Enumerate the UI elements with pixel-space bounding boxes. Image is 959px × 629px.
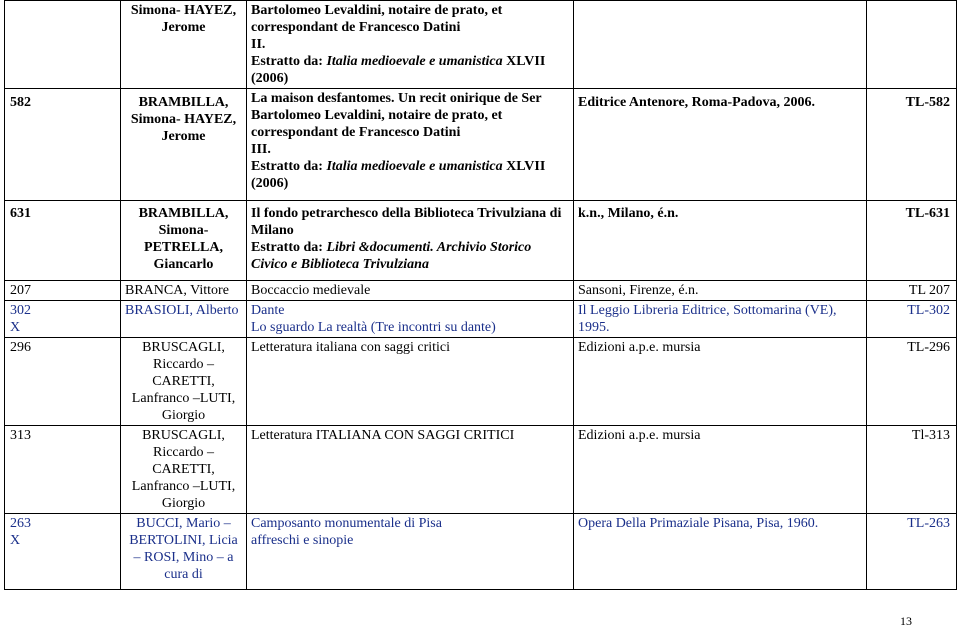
entry-code: TL-263 xyxy=(867,514,957,590)
table-row xyxy=(5,281,957,301)
entry-author: BUCCI, Mario – BERTOLINI, Licia – ROSI, Mino – a cura di xyxy=(121,514,247,590)
entry-code: TL 207 xyxy=(867,281,957,301)
entry-number: 302 X xyxy=(5,301,121,338)
extract-journal: Libri &documenti. Archivio Storico Civico e Biblioteca Trivulziana xyxy=(251,240,532,272)
extract-journal: Italia medioevale e umanistica xyxy=(326,159,503,174)
table-row xyxy=(5,301,957,338)
extract-prefix: Estratto da: xyxy=(251,54,327,69)
entry-code: TL-631 xyxy=(867,201,957,281)
entry-title-cell xyxy=(247,201,574,281)
entry-author: BRAMBILLA, Simona- HAYEZ, Jerome xyxy=(121,89,247,201)
entry-title: Letteratura ITALIANA CON SAGGI CRITICI xyxy=(247,426,574,514)
entry-publisher: Il Leggio Libreria Editrice, Sottomarina (VE), 1995. xyxy=(574,301,867,338)
entry-title-cell xyxy=(247,89,574,201)
entry-title: Bartolomeo Levaldini, notaire de prato, et correspondant de Francesco Datini II. xyxy=(251,3,503,52)
entry-code xyxy=(867,1,957,89)
entry-title: Boccaccio medievale xyxy=(247,281,574,301)
entry-title: Il fondo petrarchesco della Biblioteca Trivulziana di Milano xyxy=(251,206,562,238)
entry-title: Camposanto monumentale di Pisa affreschi e sinopie xyxy=(247,514,574,590)
extract-journal: Italia medioevale e umanistica xyxy=(326,54,503,69)
entry-title-cell xyxy=(247,1,574,89)
entry-number: 582 xyxy=(5,89,121,201)
entry-code: TL-302 xyxy=(867,301,957,338)
entry-number: 631 xyxy=(5,201,121,281)
entry-publisher: Sansoni, Firenze, é.n. xyxy=(574,281,867,301)
entry-publisher: Edizioni a.p.e. mursia xyxy=(574,338,867,426)
entry-author: BRAMBILLA, Simona- PETRELLA, Giancarlo xyxy=(121,201,247,281)
entry-publisher: Editrice Antenore, Roma-Padova, 2006. xyxy=(574,89,867,201)
entry-publisher: k.n., Milano, é.n. xyxy=(574,201,867,281)
extract-suffix: XLVII (2006) xyxy=(251,159,546,191)
entry-code: TL-582 xyxy=(867,89,957,201)
entry-number: 263 X xyxy=(5,514,121,590)
page-number: 13 xyxy=(900,614,912,628)
table-row xyxy=(5,89,957,201)
extract-prefix: Estratto da: xyxy=(251,240,327,255)
entry-publisher: Edizioni a.p.e. mursia xyxy=(574,426,867,514)
entry-title: Letteratura italiana con saggi critici xyxy=(247,338,574,426)
entry-number xyxy=(5,1,121,89)
extract-suffix: XLVII (2006) xyxy=(251,54,546,86)
entry-author: BRANCA, Vittore xyxy=(121,281,247,301)
table-row xyxy=(5,1,957,89)
entry-title: La maison desfantomes. Un recit onirique de Ser Bartolomeo Levaldini, notaire de prato, et correspondant de Francesco Datini III. xyxy=(251,91,542,157)
extract-prefix: Estratto da: xyxy=(251,159,327,174)
entry-code: TL-296 xyxy=(867,338,957,426)
catalog-table xyxy=(4,0,957,590)
entry-number: 313 xyxy=(5,426,121,514)
entry-title: Dante Lo sguardo La realtà (Tre incontri su dante) xyxy=(247,301,574,338)
table-row xyxy=(5,201,957,281)
table-row xyxy=(5,514,957,590)
entry-author: BRUSCAGLI, Riccardo – CARETTI, Lanfranco –LUTI, Giorgio xyxy=(121,338,247,426)
entry-author: BRASIOLI, Alberto xyxy=(121,301,247,338)
entry-author: BRUSCAGLI, Riccardo – CARETTI, Lanfranco –LUTI, Giorgio xyxy=(121,426,247,514)
entry-publisher: Opera Della Primaziale Pisana, Pisa, 1960. xyxy=(574,514,867,590)
table-row xyxy=(5,426,957,514)
entry-number: 296 xyxy=(5,338,121,426)
entry-number: 207 xyxy=(5,281,121,301)
entry-code: Tl-313 xyxy=(867,426,957,514)
entry-publisher xyxy=(574,1,867,89)
entry-author: Simona- HAYEZ, Jerome xyxy=(121,1,247,89)
table-row xyxy=(5,338,957,426)
